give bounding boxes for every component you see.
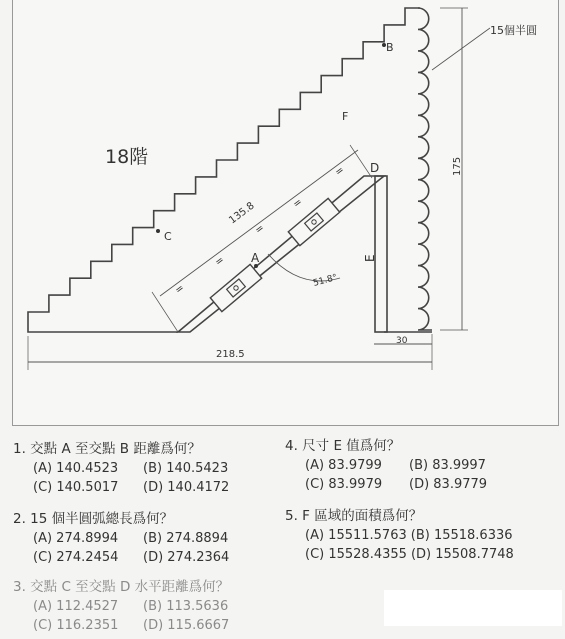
region-f-label: F xyxy=(342,110,349,123)
question-1-option-c[interactable]: (C) 140.5017 xyxy=(33,480,119,495)
question-2-option-c[interactable]: (C) 274.2454 xyxy=(33,550,119,565)
question-3-row-2 xyxy=(13,616,229,635)
question-1-title: 1. 交點 A 至交點 B 距離爲何？ xyxy=(13,441,201,457)
question-3-option-d[interactable]: (D) 115.6667 xyxy=(143,618,230,633)
question-2-option-b[interactable]: (B) 274.8894 xyxy=(143,531,229,546)
question-4-option-a[interactable]: (A) 83.9799 xyxy=(305,458,382,473)
question-2-option-a[interactable]: (A) 274.8994 xyxy=(33,531,119,546)
question-2-row-2 xyxy=(13,548,229,567)
question-3-title: 3. 交點 C 至交點 D 水平距離爲何？ xyxy=(13,579,230,595)
incline-ext-1 xyxy=(152,292,178,332)
question-4-title: 4. 尺寸 E 值爲何？ xyxy=(285,438,401,454)
question-5-option-c[interactable]: (C) 15528.4355 xyxy=(305,547,407,562)
question-1-row-1 xyxy=(13,459,229,478)
question-5-option-a[interactable]: (A) 15511.5763 xyxy=(305,528,407,543)
point-b-label: B xyxy=(386,41,394,54)
question-1-option-d[interactable]: (D) 140.4172 xyxy=(143,480,230,495)
equal-mark-4: = xyxy=(291,196,305,211)
question-5-row-1 xyxy=(285,526,514,545)
inclined-beam xyxy=(178,176,384,332)
width-label: 218.5 xyxy=(216,349,245,360)
equal-mark-5: = xyxy=(333,164,347,179)
question-2-row-1 xyxy=(13,529,229,548)
question-4-option-c[interactable]: (C) 83.9979 xyxy=(305,477,383,492)
step-count-label: 18階 xyxy=(105,146,149,168)
incline-ext-2 xyxy=(350,145,372,178)
question-1-option-b[interactable]: (B) 140.5423 xyxy=(143,461,229,476)
point-a-label: A xyxy=(251,251,260,265)
question-4-option-d[interactable]: (D) 83.9779 xyxy=(409,477,488,492)
question-5-option-d[interactable]: (D) 15508.7748 xyxy=(410,547,514,562)
question-2 xyxy=(13,510,229,567)
question-3-option-b[interactable]: (B) 113.5636 xyxy=(143,599,229,614)
vertical-post xyxy=(375,176,387,332)
question-4-row-2 xyxy=(285,475,487,494)
equal-mark-3: = xyxy=(253,222,267,237)
dimension-e-label: E xyxy=(363,254,377,262)
question-2-title: 2. 15 個半圓弧總長爲何？ xyxy=(13,511,174,527)
semicircle-wall xyxy=(418,8,432,330)
point-d-label: D xyxy=(370,161,380,175)
point-c-label: C xyxy=(164,230,172,243)
question-4-option-b[interactable]: (B) 83.9997 xyxy=(409,458,486,473)
question-5-row-2 xyxy=(285,545,514,564)
height-label: 175 xyxy=(452,156,463,176)
question-5-option-b[interactable]: (B) 15518.6336 xyxy=(410,528,513,543)
equal-mark-2: = xyxy=(213,254,227,269)
blank-answer-box xyxy=(384,590,562,626)
question-4 xyxy=(285,437,487,494)
bracket-lower xyxy=(210,264,261,311)
question-3-option-c[interactable]: (C) 116.2351 xyxy=(33,618,119,633)
question-3-option-a[interactable]: (A) 112.4527 xyxy=(33,599,119,614)
semicircle-leader xyxy=(432,28,490,70)
question-3-row-1 xyxy=(13,597,229,616)
question-3 xyxy=(13,578,229,635)
question-2-option-d[interactable]: (D) 274.2364 xyxy=(143,550,230,565)
equal-mark-1: = xyxy=(173,282,187,297)
question-5-title: 5. F 區域的面積爲何？ xyxy=(285,508,423,524)
question-1-row-2 xyxy=(13,478,229,497)
question-5 xyxy=(285,507,514,564)
angle-label: 51.8° xyxy=(312,272,339,289)
incline-length-label: 135.8 xyxy=(227,200,257,227)
post-width-label: 30 xyxy=(396,336,408,346)
staircase-outline xyxy=(28,8,420,332)
point-c-dot xyxy=(156,229,160,233)
question-1-option-a[interactable]: (A) 140.4523 xyxy=(33,461,119,476)
question-1 xyxy=(13,440,229,497)
semicircle-count-label: 15個半圓 xyxy=(490,24,537,37)
question-4-row-1 xyxy=(285,456,487,475)
